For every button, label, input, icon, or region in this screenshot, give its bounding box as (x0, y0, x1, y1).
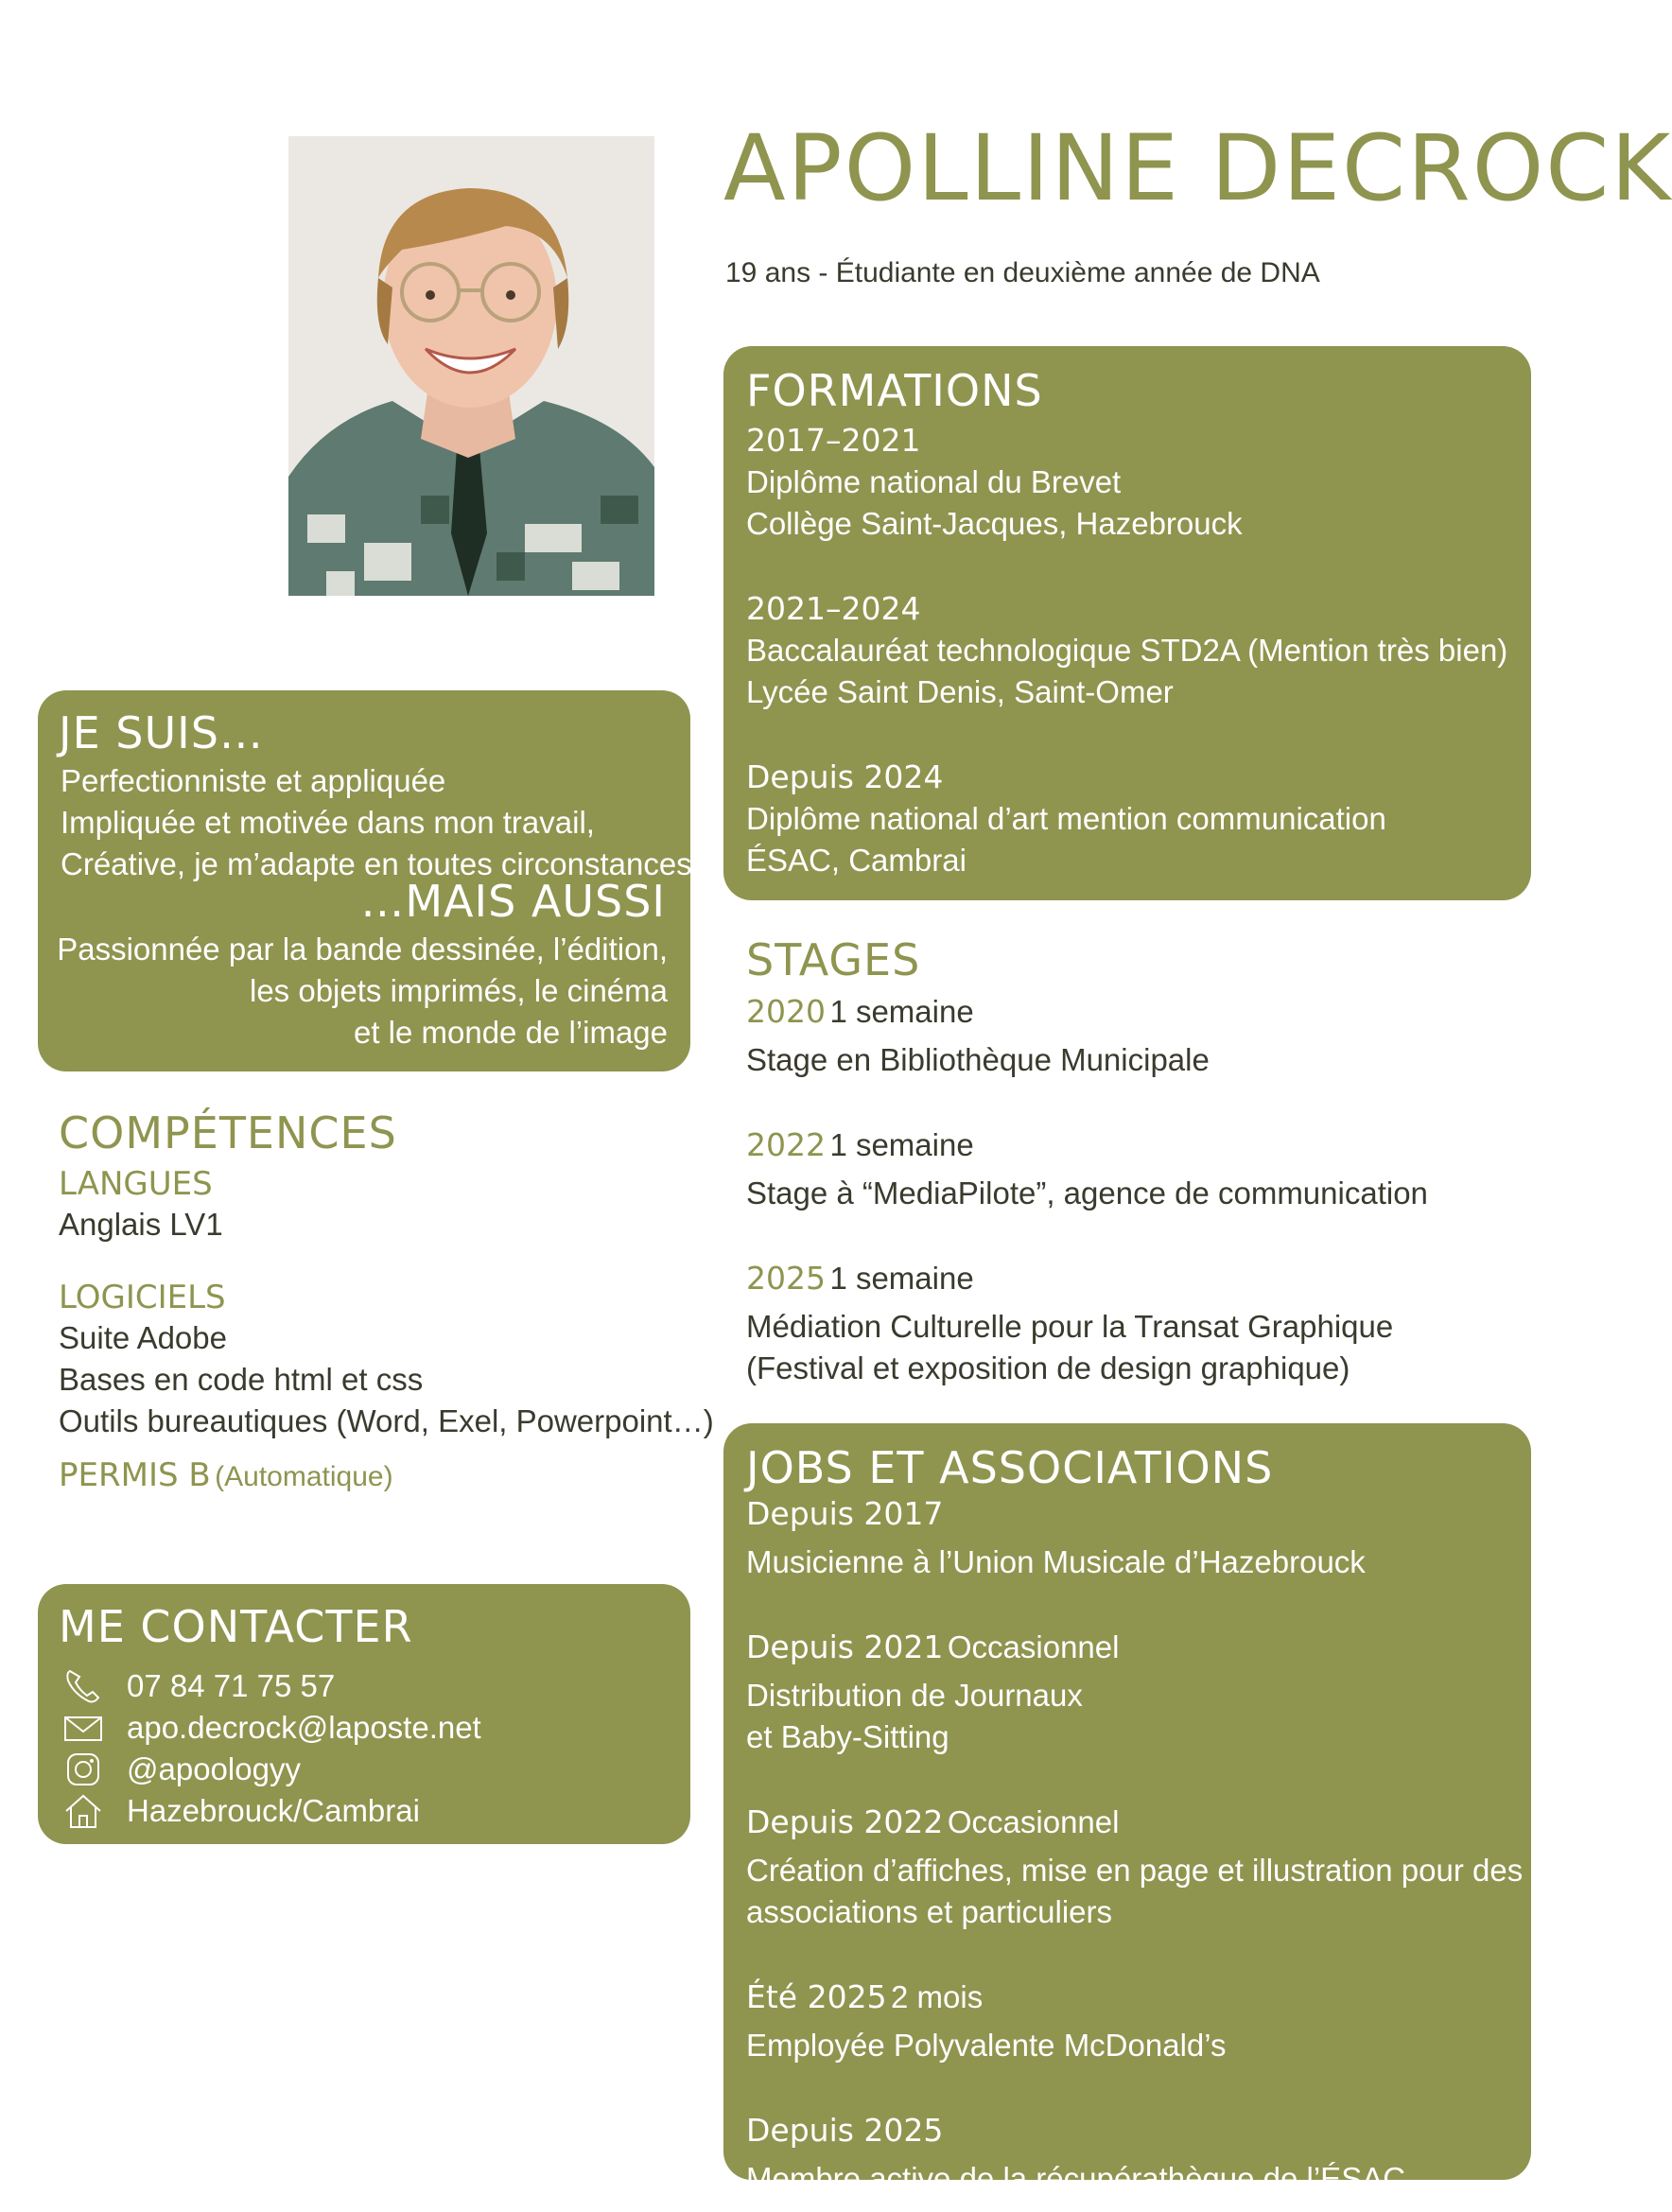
job-heading (746, 1493, 1523, 1541)
logiciel-item: Bases en code html et css (59, 1362, 424, 1397)
jobs-box (723, 1423, 1531, 2196)
job-item (746, 1802, 1523, 1933)
stage-year: 2025 (746, 1260, 826, 1297)
job-description: associations et particuliers (746, 1894, 1113, 1929)
je-suis-box (38, 690, 701, 1071)
contact-email[interactable]: apo.decrock@laposte.net (127, 1710, 481, 1745)
contact-location-row (62, 1790, 481, 1832)
home-icon (62, 1792, 104, 1830)
stage-year: 2022 (746, 1126, 826, 1163)
stage-description: Médiation Culturelle pour la Transat Graphique (746, 1309, 1394, 1344)
formation-school: Lycée Saint Denis, Saint-Omer (746, 674, 1174, 709)
job-description: Membre active de la récupérathèque de l’ÉSAC (746, 2161, 1406, 2196)
job-item (746, 1627, 1523, 1758)
je-suis-list (61, 760, 701, 885)
job-heading (746, 2110, 1523, 2158)
formation-year: 2017–2021 (746, 422, 921, 459)
contact-instagram-row (62, 1749, 481, 1790)
stages-title: STAGES (746, 934, 921, 985)
stage-description: Stage en Bibliothèque Municipale (746, 1042, 1210, 1077)
mail-icon (62, 1709, 104, 1747)
formation-degree: Baccalauréat technologique STD2A (Mention très bien) (746, 633, 1508, 668)
contact-phone-row (62, 1665, 481, 1707)
contact-phone[interactable]: 07 84 71 75 57 (127, 1668, 336, 1703)
jobs-list (746, 1493, 1523, 2200)
formation-item (746, 420, 1507, 545)
formation-item (746, 757, 1507, 881)
contact-title: ME CONTACTER (59, 1601, 413, 1652)
contact-location: Hazebrouck/Cambrai (127, 1793, 420, 1828)
je-suis-title: JE SUIS… (59, 707, 264, 758)
job-year: Depuis 2017 (746, 1495, 944, 1532)
job-year: Depuis 2025 (746, 2112, 944, 2149)
formation-school: ÉSAC, Cambrai (746, 843, 967, 878)
stage-item (746, 1258, 1522, 1389)
job-description: Musicienne à l’Union Musicale d’Hazebrouck (746, 1544, 1366, 1579)
mais-aussi-line: Passionnée par la bande dessinée, l’édition, (57, 932, 668, 967)
je-suis-line: Perfectionniste et appliquée (61, 763, 446, 798)
competences-section (59, 1107, 714, 1494)
job-item (746, 1977, 1523, 2066)
permis-title: PERMIS B (59, 1456, 211, 1494)
jobs-title: JOBS ET ASSOCIATIONS (746, 1442, 1274, 1493)
stage-year: 2020 (746, 993, 826, 1030)
job-year: Depuis 2022 (746, 1803, 944, 1840)
mais-aussi-line: et le monde de l’image (353, 1015, 668, 1050)
instagram-icon (62, 1750, 104, 1788)
stage-heading (746, 1124, 1522, 1173)
job-note: Occasionnel (947, 1804, 1120, 1839)
stage-description: Stage à “MediaPilote”, agence de communication (746, 1176, 1428, 1211)
job-description: Employée Polyvalente McDonald’s (746, 2028, 1227, 2063)
stages-section (746, 934, 1522, 1389)
formation-item (746, 588, 1507, 713)
person-name: APOLLINE DECROCK (723, 115, 1672, 221)
stage-item (746, 1124, 1522, 1214)
langue-item: Anglais LV1 (59, 1207, 223, 1242)
je-suis-line: Impliquée et motivée dans mon travail, (61, 805, 595, 840)
job-description: Distribution de Journaux (746, 1678, 1083, 1713)
formation-school: Collège Saint-Jacques, Hazebrouck (746, 506, 1243, 541)
formations-title: FORMATIONS (746, 365, 1043, 416)
permis-line (59, 1456, 702, 1494)
job-year: Depuis 2021 (746, 1629, 944, 1665)
contact-box (38, 1584, 690, 1844)
logiciels-title: LOGICIELS (59, 1279, 226, 1316)
formation-year: Depuis 2024 (746, 758, 944, 795)
stage-item (746, 991, 1522, 1081)
contact-email-row (62, 1707, 481, 1749)
profile-photo (288, 136, 654, 596)
job-description: Création d’affiches, mise en page et illustration pour des (746, 1853, 1524, 1888)
portrait-illustration (288, 136, 654, 596)
competences-title: COMPÉTENCES (59, 1107, 397, 1158)
stage-duration: 1 semaine (829, 994, 974, 1029)
mais-aussi-line: les objets imprimés, le cinéma (250, 973, 668, 1008)
job-description: et Baby-Sitting (746, 1719, 949, 1754)
formation-degree: Diplôme national du Brevet (746, 464, 1122, 499)
mais-aussi-title: …MAIS AUSSI (360, 876, 666, 927)
subtitle: 19 ans - Étudiante en deuxième année de DNA (725, 257, 1320, 288)
permis-note: (Automatique) (215, 1461, 393, 1492)
contact-instagram[interactable]: @apoologyy (127, 1751, 301, 1786)
job-note: Occasionnel (947, 1629, 1120, 1664)
logiciel-item: Suite Adobe (59, 1320, 227, 1355)
job-heading (746, 1802, 1523, 1850)
formations-list (746, 420, 1507, 881)
logiciel-item: Outils bureautiques (Word, Exel, Powerpoint…) (59, 1403, 714, 1438)
stage-heading (746, 1258, 1522, 1306)
formation-degree: Diplôme national d’art mention communication (746, 801, 1386, 836)
langues-title: LANGUES (59, 1165, 213, 1203)
formations-box (723, 346, 1531, 900)
job-year: Été 2025 (746, 1978, 887, 2015)
stage-duration: 1 semaine (829, 1261, 974, 1296)
job-heading (746, 1977, 1523, 2025)
job-item (746, 1493, 1523, 1583)
job-item (746, 2110, 1523, 2200)
phone-icon (62, 1667, 104, 1705)
stage-duration: 1 semaine (829, 1127, 974, 1162)
job-heading (746, 1627, 1523, 1675)
formation-year: 2021–2024 (746, 590, 921, 627)
contact-list (62, 1665, 481, 1832)
stage-heading (746, 991, 1522, 1039)
mais-aussi-list (57, 929, 668, 1054)
job-note: 2 mois (891, 1979, 984, 2014)
stage-description: (Festival et exposition de design graphique) (746, 1350, 1350, 1385)
je-suis-line: Créative, je m’adapte en toutes circonstances. (61, 846, 701, 881)
